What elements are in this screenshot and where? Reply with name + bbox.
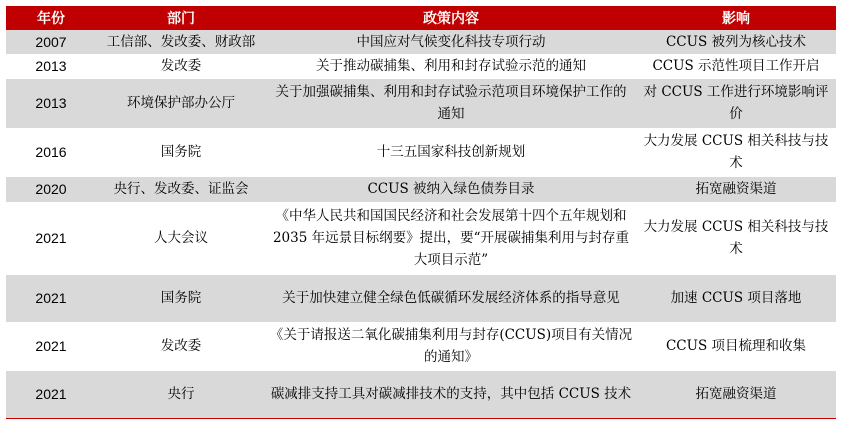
cell-year: 2007 [6,30,96,54]
header-year: 年份 [6,6,96,30]
cell-policy: 碳减排支持工具对碳减排技术的支持，其中包括 CCUS 技术 [266,370,636,418]
cell-year: 2020 [6,176,96,202]
cell-impact: 对 CCUS 工作进行环境影响评价 [636,78,836,128]
header-row [6,6,836,30]
cell-year: 2021 [6,370,96,418]
cell-year: 2013 [6,78,96,128]
cell-year: 2021 [6,322,96,370]
cell-department: 国务院 [96,274,266,322]
cell-department: 央行 [96,370,266,418]
cell-department: 央行、发改委、证监会 [96,176,266,202]
cell-impact: 大力发展 CCUS 相关科技与技术 [636,202,836,274]
cell-department: 人大会议 [96,202,266,274]
cell-department: 工信部、发改委、财政部 [96,30,266,54]
table-row [6,30,836,54]
cell-impact: 加速 CCUS 项目落地 [636,274,836,322]
cell-impact: CCUS 项目梳理和收集 [636,322,836,370]
table-row [6,274,836,322]
cell-department: 环境保护部办公厅 [96,78,266,128]
cell-year: 2013 [6,54,96,78]
cell-year: 2016 [6,128,96,176]
cell-policy: 《关于请报送二氧化碳捕集利用与封存(CCUS)项目有关情况的通知》 [266,322,636,370]
cell-policy: 关于推动碳捕集、利用和封存试验示范的通知 [266,54,636,78]
cell-policy: CCUS 被纳入绿色债券目录 [266,176,636,202]
cell-department: 发改委 [96,322,266,370]
cell-year: 2021 [6,274,96,322]
cell-impact: 拓宽融资渠道 [636,370,836,418]
cell-impact: 大力发展 CCUS 相关科技与技术 [636,128,836,176]
header-impact: 影响 [636,6,836,30]
cell-policy: 关于加强碳捕集、利用和封存试验示范项目环境保护工作的通知 [266,78,636,128]
cell-impact: CCUS 被列为核心技术 [636,30,836,54]
cell-policy: 《中华人民共和国国民经济和社会发展第十四个五年规划和 2035 年远景目标纲要》提出，要“开展碳捕集利用与封存重大项目示范” [266,202,636,274]
cell-policy: 关于加快建立健全绿色低碳循环发展经济体系的指导意见 [266,274,636,322]
table-row [6,78,836,128]
table-row [6,176,836,202]
cell-impact: 拓宽融资渠道 [636,176,836,202]
table-header [6,6,836,30]
header-department: 部门 [96,6,266,30]
table-row [6,370,836,418]
cell-policy: 中国应对气候变化科技专项行动 [266,30,636,54]
cell-impact: CCUS 示范性项目工作开启 [636,54,836,78]
cell-department: 国务院 [96,128,266,176]
cell-department: 发改委 [96,54,266,78]
cell-policy: 十三五国家科技创新规划 [266,128,636,176]
policy-table [6,6,836,419]
table-row [6,128,836,176]
table-row [6,202,836,274]
table-body [6,30,836,418]
table-row [6,54,836,78]
cell-year: 2021 [6,202,96,274]
table-row [6,322,836,370]
header-policy-content: 政策内容 [266,6,636,30]
